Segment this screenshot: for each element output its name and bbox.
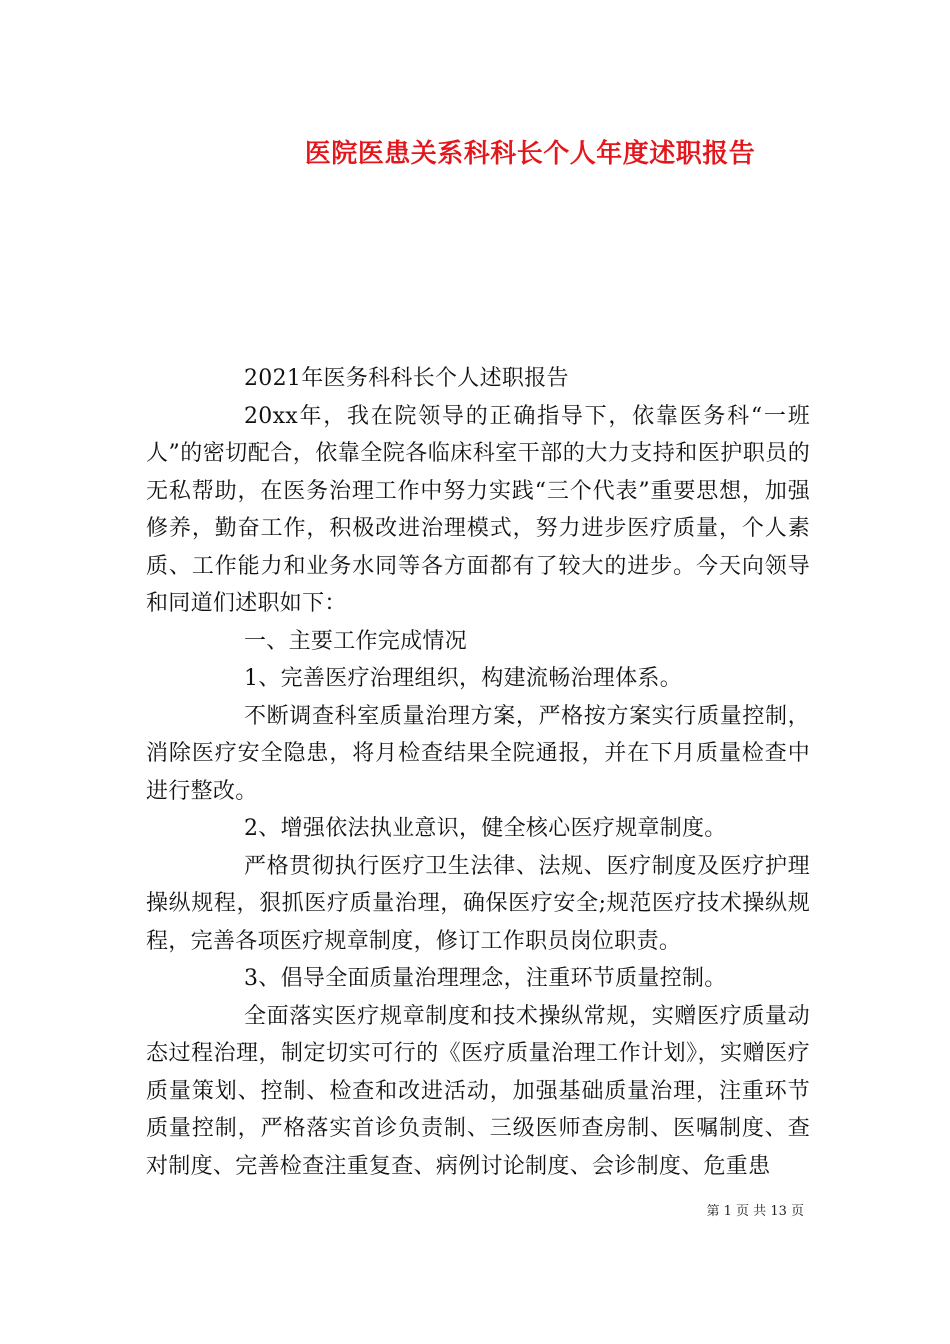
subheading-2: 2、增强依法执业意识，健全核心医疗规章制度。 [244, 816, 727, 841]
document-title: 医院医患关系科科长个人年度述职报告 [304, 139, 756, 169]
paragraph-report-heading: 2021年医务科科长个人述职报告 [244, 366, 569, 391]
paragraph-3: 全面落实医疗规章制度和技术操纵常规，实赠医疗质量动态过程治理，制定切实可行的《医疗质量治理工作计划》，实赠医疗质量策划、控制、检查和改进活动，加强基础质量治理，注重环节质量控制，严格落实首诊负责制、三级医师查房制、医嘱制度、查对制度、完善检查注重复查、病例讨论制度、会诊制度、危重患 [146, 1003, 810, 1179]
section-heading-main-work: 一、主要工作完成情况 [244, 628, 468, 654]
document-body [146, 360, 810, 1185]
page-number: 第 1 页 共 13 页 [706, 1204, 804, 1219]
subheading-1: 1、完善医疗治理组织，构建流畅治理体系。 [244, 666, 682, 691]
paragraph-intro: 20xx年，我在院领导的正确指导下，依靠医务科“一班人”的密切配合，依靠全院各临床科室干部的大力支持和医护职员的无私帮助，在医务治理工作中努力实践“三个代表”重要思想，加强修养，勤奋工作，积极改进治理模式，努力进步医疗质量，个人素质、工作能力和业务水同等各方面都有了较大的进步。今天向领导和同道们述职如下： [146, 403, 810, 616]
subheading-3: 3、倡导全面质量治理理念，注重环节质量控制。 [244, 966, 727, 991]
paragraph-2: 严格贯彻执行医疗卫生法律、法规、医疗制度及医疗护理操纵规程，狠抓医疗质量治理，确保医疗安全;规范医疗技术操纵规程，完善各项医疗规章制度，修订工作职员岗位职责。 [146, 853, 810, 954]
paragraph-1: 不断调查科室质量治理方案，严格按方案实行质量控制，消除医疗安全隐患，将月检查结果全院通报，并在下月质量检查中进行整改。 [146, 703, 810, 804]
